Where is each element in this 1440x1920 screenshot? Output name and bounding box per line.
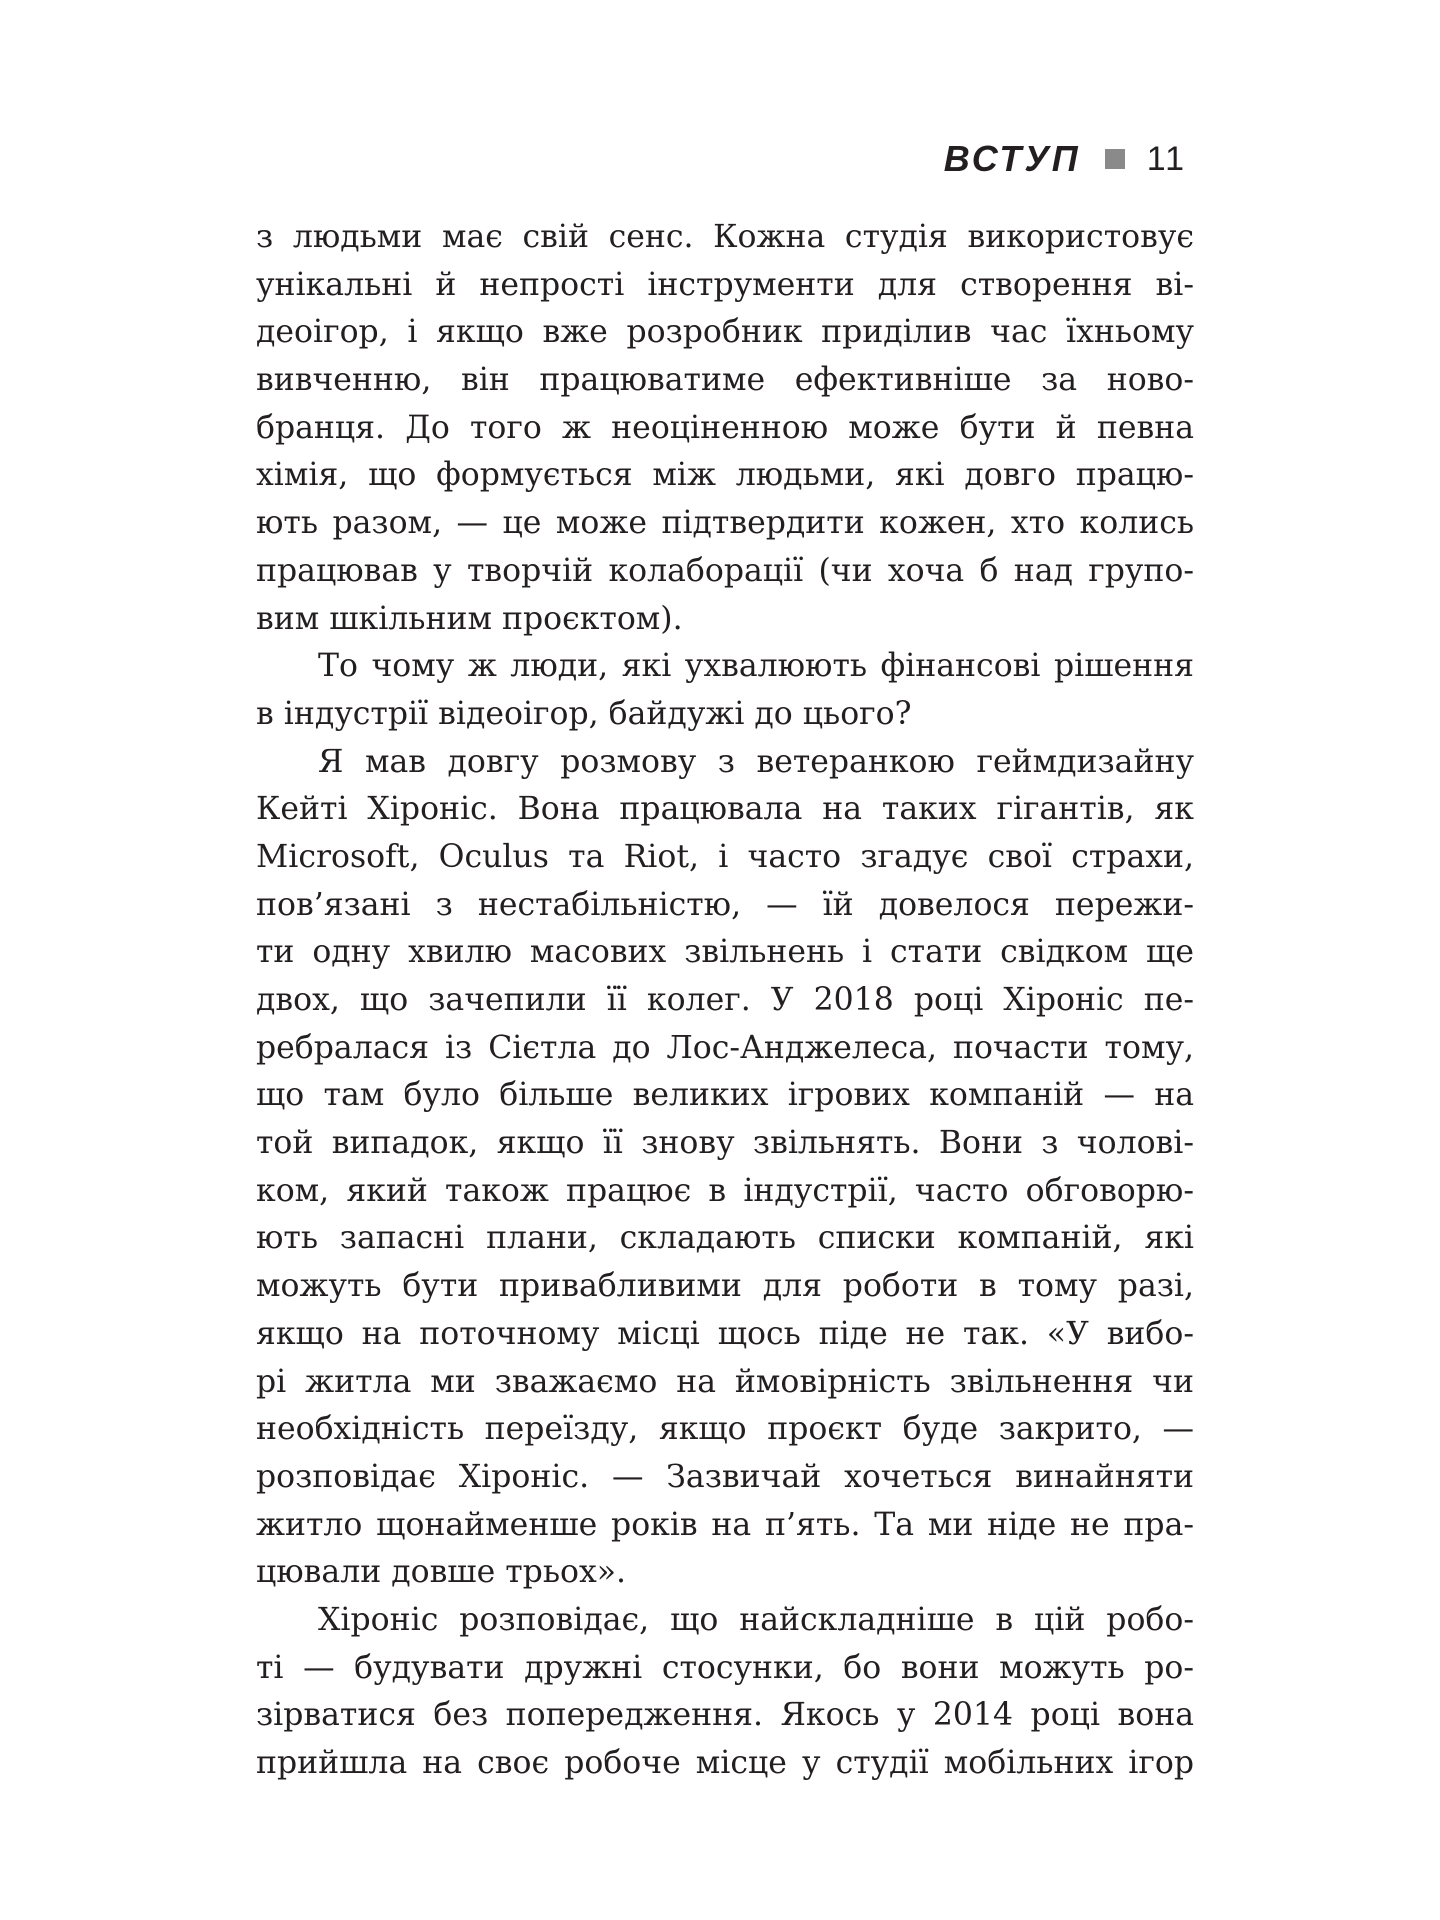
text-line: працював у творчій колаборації (чи хоча б над групо- xyxy=(256,552,1194,589)
text-line: рі житла ми зважаємо на ймовірність звільнення чи xyxy=(256,1363,1194,1400)
text-line: ти одну хвилю масових звільнень і стати свідком ще xyxy=(256,934,1194,971)
text-line: цювали довше трьох». xyxy=(256,1554,627,1591)
text-line: Кейті Хіроніс. Вона працювала на таких гігантів, як xyxy=(256,791,1194,828)
page-number: 11 xyxy=(1146,139,1186,178)
paragraph xyxy=(256,214,1194,643)
text-line: унікальні й непрості інструменти для створення ві- xyxy=(256,266,1194,303)
text-line: розповідає Хіроніс. — Зазвичай хочеться винайняти xyxy=(256,1458,1194,1495)
paragraph xyxy=(256,739,1194,1597)
text-line: з людьми має свій сенс. Кожна студія використовує xyxy=(256,219,1194,255)
text-line: можуть бути привабливими для роботи в тому разі, xyxy=(256,1268,1194,1305)
text-line: ребралася із Сієтла до Лос-Анджелеса, почасти тому, xyxy=(256,1029,1194,1066)
text-line: житло щонайменше років на п’ять. Та ми ніде не пра- xyxy=(256,1506,1194,1543)
text-line: в індустрії відеоігор, байдужі до цього? xyxy=(256,695,912,732)
text-line: ком, який також працює в індустрії, часто обговорю- xyxy=(256,1172,1194,1209)
text-line: ті — будувати дружні стосунки, бо вони можуть ро- xyxy=(256,1649,1194,1686)
text-line: ють разом, — це може підтвердити кожен, хто колись xyxy=(256,505,1194,542)
text-line: деоігор, і якщо вже розробник приділив час їхньому xyxy=(256,314,1194,351)
text-line: що там було більше великих ігрових компаній — на xyxy=(256,1077,1194,1114)
text-line: Я мав довгу розмову з ветеранкою геймдизайну xyxy=(318,743,1194,780)
text-line: Microsoft, Oculus та Riot, і часто згадує свої страхи, xyxy=(256,838,1194,875)
paragraph xyxy=(256,1597,1194,1788)
text-line: той випадок, якщо її знову звільнять. Вони з чолові- xyxy=(256,1125,1194,1162)
header-separator-square xyxy=(1105,149,1125,169)
text-line: зірватися без попередження. Якось у 2014 році вона xyxy=(256,1697,1194,1734)
body-text xyxy=(256,214,1194,1788)
text-line: То чому ж люди, які ухвалюють фінансові рішення xyxy=(318,648,1194,685)
text-line: прийшла на своє робоче місце у студії мобільних ігор xyxy=(256,1745,1194,1781)
text-line: хімія, що формується між людьми, які довго працю- xyxy=(256,457,1194,494)
text-line: ють запасні плани, складають списки компаній, які xyxy=(256,1220,1194,1257)
text-line: необхідність переїзду, якщо проєкт буде закрито, — xyxy=(256,1411,1194,1448)
text-line: двох, що зачепили її колег. У 2018 році Хіроніс пе- xyxy=(256,982,1194,1018)
text-line: вим шкільним проєктом). xyxy=(256,600,683,637)
running-head xyxy=(944,138,1186,180)
text-line: бранця. До того ж неоціненною може бути й певна xyxy=(256,409,1194,446)
text-line: якщо на поточному місці щось піде не так. «У вибо- xyxy=(256,1315,1194,1352)
text-line: пов’язані з нестабільністю, — їй довелося пережи- xyxy=(256,886,1194,923)
text-line: вивченню, він працюватиме ефективніше за ново- xyxy=(256,362,1194,399)
text-line: Хіроніс розповідає, що найскладніше в цій робо- xyxy=(318,1601,1194,1638)
section-title: ВСТУП xyxy=(943,138,1081,179)
paragraph xyxy=(256,643,1194,738)
